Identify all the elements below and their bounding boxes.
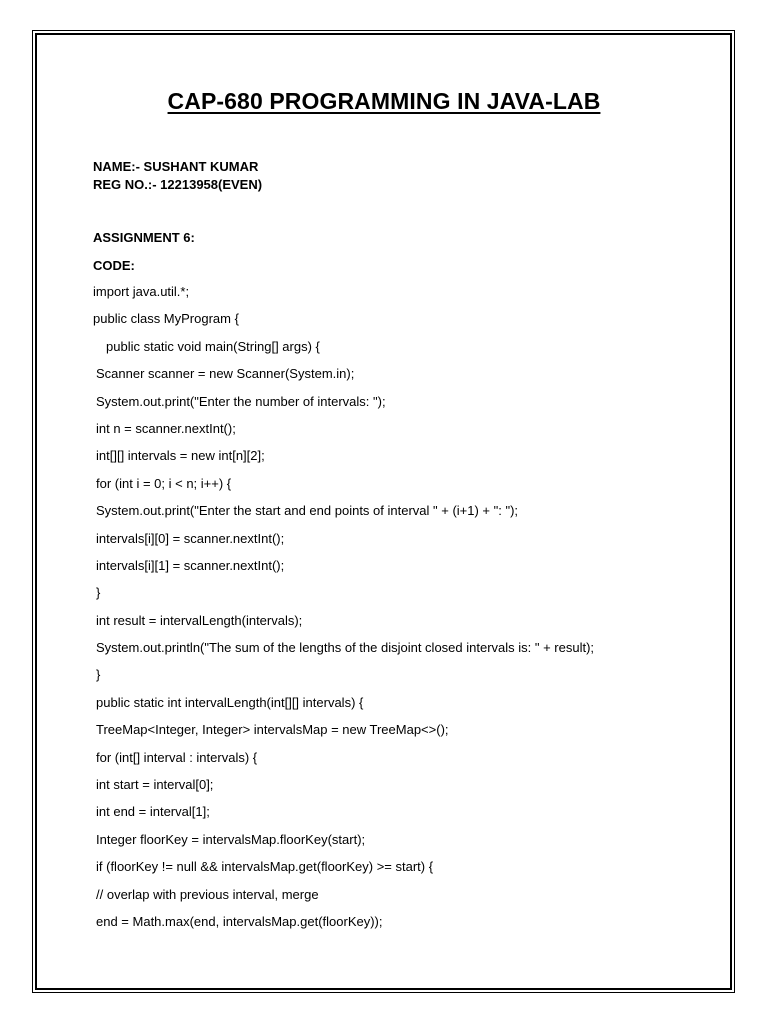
code-line: // overlap with previous interval, merge [96, 886, 319, 902]
code-line: int start = interval[0]; [96, 777, 214, 793]
code-line: System.out.print("Enter the start and end points of interval " + (i+1) + ": "); [96, 503, 519, 519]
code-block [93, 282, 716, 939]
code-line: import java.util.*; [93, 284, 190, 299]
registration-number: REG NO.:- 12213958(EVEN) [93, 177, 263, 192]
code-line: int end = interval[1]; [96, 804, 210, 820]
code-label: CODE: [93, 258, 135, 273]
student-name: NAME:- SUSHANT KUMAR [93, 159, 259, 174]
code-line: int result = intervalLength(intervals); [96, 612, 303, 628]
code-line: } [96, 585, 101, 601]
code-line: Integer floorKey = intervalsMap.floorKey(start); [96, 831, 366, 847]
code-line: end = Math.max(end, intervalsMap.get(floorKey)); [96, 913, 383, 929]
code-line: public static void main(String[] args) { [106, 338, 320, 354]
code-line: System.out.println("The sum of the lengths of the disjoint closed intervals is: " + result); [96, 640, 595, 656]
document-title: CAP-680 PROGRAMMING IN JAVA-LAB [167, 88, 601, 114]
code-line: intervals[i][0] = scanner.nextInt(); [96, 530, 285, 546]
assignment-label: ASSIGNMENT 6: [93, 230, 195, 245]
code-line: for (int[] interval : intervals) { [96, 749, 258, 765]
code-line: if (floorKey != null && intervalsMap.get(floorKey) >= start) { [96, 859, 434, 875]
code-line: int[][] intervals = new int[n][2]; [96, 448, 265, 464]
code-line: System.out.print("Enter the number of intervals: "); [96, 393, 386, 409]
code-line: public class MyProgram { [93, 311, 239, 327]
code-line: intervals[i][1] = scanner.nextInt(); [96, 557, 285, 573]
code-line: TreeMap<Integer, Integer> intervalsMap = new TreeMap<>(); [96, 722, 449, 738]
code-line: Scanner scanner = new Scanner(System.in); [96, 366, 355, 382]
code-line: public static int intervalLength(int[][] intervals) { [96, 694, 364, 710]
code-line: } [96, 667, 101, 683]
code-line: for (int i = 0; i < n; i++) { [96, 475, 232, 491]
code-line: int n = scanner.nextInt(); [96, 420, 236, 436]
